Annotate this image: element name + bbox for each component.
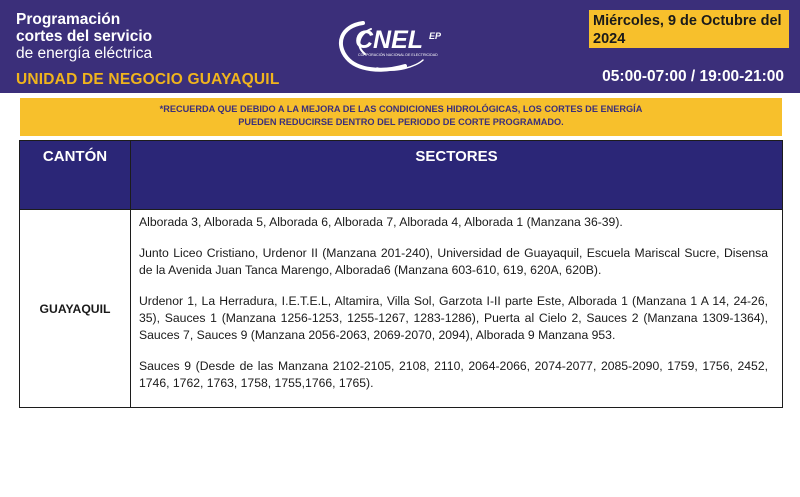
time-range: 05:00-07:00 / 19:00-21:00 bbox=[602, 68, 784, 85]
canton-cell: GUAYAQUIL bbox=[20, 210, 131, 408]
logo-tagline: CORPORACIÓN NACIONAL DE ELECTRICIDAD bbox=[358, 53, 438, 57]
sectors-cell bbox=[131, 210, 783, 408]
header-banner bbox=[0, 0, 800, 93]
logo-wordmark: CNEL bbox=[355, 26, 424, 54]
notice-line: *RECUERDA QUE DEBIDO A LA MEJORA DE LAS CONDICIONES HIDROLÓGICAS, LOS CORTES DE ENERGÍA bbox=[159, 104, 643, 114]
cnel-logo bbox=[333, 14, 493, 76]
sector-group: Alborada 3, Alborada 5, Alborada 6, Alborada 7, Alborada 4, Alborada 1 (Manzana 36-39). bbox=[139, 215, 623, 229]
logo-suffix: EP bbox=[429, 31, 442, 41]
notice-banner bbox=[20, 98, 782, 136]
program-title bbox=[16, 11, 152, 62]
column-header-canton: CANTÓN bbox=[20, 141, 131, 210]
business-unit-label: UNIDAD DE NEGOCIO GUAYAQUIL bbox=[16, 71, 280, 88]
notice-line: PUEDEN REDUCIRSE DENTRO DEL PERIODO DE CORTE PROGRAMADO. bbox=[238, 117, 564, 127]
date-badge: Miércoles, 9 de Octubre del 2024 bbox=[589, 10, 789, 48]
title-line: de energía eléctrica bbox=[16, 45, 153, 62]
sector-group: Urdenor 1, La Herradura, I.E.T.E.L, Altamira, Villa Sol, Garzota I-II parte Este, Alborada 1 (Manzana 1 A 14, 24-26, 35), Sauces 1 (Manzana 1256-1253, 1255-1267, 1283-1286), Puerta al Cielo 2, Sauces 2 (Manzana 1309-1364), Sauces 7, Sauces 9 (Manzana 2056-2063, 2069-2070, 2094), Alborada 9 Manzana 953. bbox=[139, 294, 768, 342]
sector-group: Junto Liceo Cristiano, Urdenor II (Manzana 201-240), Universidad de Guayaquil, Escuela Mariscal Sucre, Disensa de la Avenida Juan Tanca Marengo, Alborada6 (Manzana 603-610, 619, 620A, 620B). bbox=[139, 246, 768, 277]
sector-group: Sauces 9 (Desde de las Manzana 2102-2105, 2108, 2110, 2064-2066, 2074-2077, 2085-2090, 1759, 1756, 2452, 1746, 1762, 1763, 1758, 1755,1766, 1765). bbox=[139, 359, 768, 390]
table-row bbox=[20, 210, 783, 408]
column-header-sectors: SECTORES bbox=[131, 141, 783, 210]
title-line: Programación bbox=[16, 11, 121, 28]
title-line: cortes del servicio bbox=[16, 28, 153, 45]
table-header-row bbox=[20, 141, 783, 210]
schedule-table bbox=[19, 140, 783, 408]
